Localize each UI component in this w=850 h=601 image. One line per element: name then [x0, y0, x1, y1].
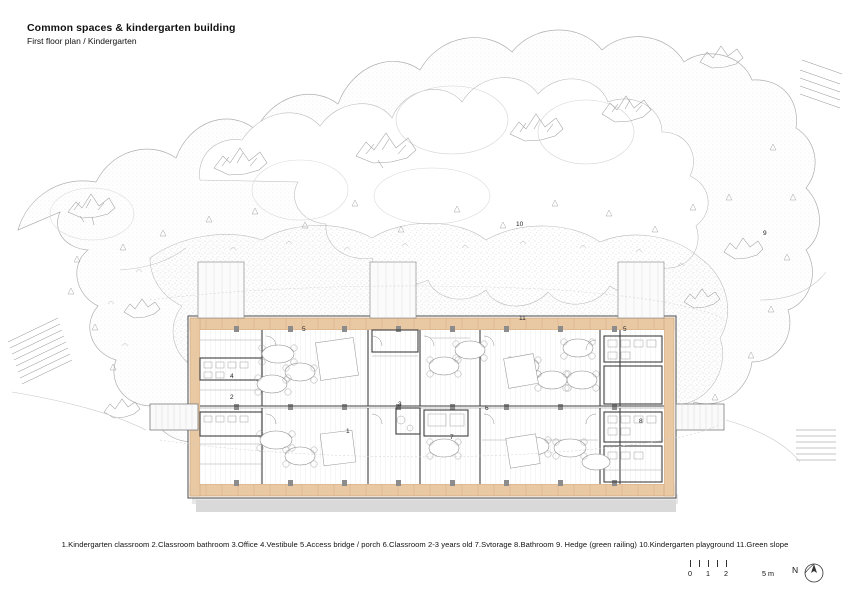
- north-arrow: [792, 560, 826, 586]
- page-subtitle: First floor plan / Kindergarten: [27, 36, 137, 47]
- north-arrow-icon: [801, 560, 827, 586]
- scale-bar: [690, 560, 800, 592]
- svg-text:6: 6: [485, 405, 489, 412]
- svg-text:3: 3: [398, 401, 402, 408]
- svg-text:11: 11: [519, 315, 526, 322]
- scale-bar-labels: [690, 569, 780, 579]
- svg-text:5: 5: [302, 326, 306, 333]
- svg-text:4: 4: [230, 373, 234, 380]
- svg-text:5: 5: [623, 326, 627, 333]
- title-block: [27, 22, 235, 47]
- svg-text:2: 2: [230, 394, 234, 401]
- scale-label-0: 0: [688, 569, 692, 578]
- svg-text:10: 10: [516, 221, 524, 228]
- scale-label-1: 1: [706, 569, 710, 578]
- legend-text: 1.Kindergarten classroom 2.Classroom bathroom 3.Office 4.Vestibule 5.Access bridge / porch 6.Classroom 2-3 years old 7.Svtorage 8.Bathroom 9. Hedge (green railing) 10.Kindergarten playground 11.Green slope: [61, 540, 789, 549]
- north-letter: N: [792, 565, 799, 575]
- svg-text:1: 1: [346, 428, 350, 435]
- svg-text:7: 7: [450, 434, 454, 441]
- page-title: Common spaces & kindergarten building: [27, 22, 236, 34]
- svg-text:9: 9: [763, 230, 767, 237]
- scale-bar-ticks: [690, 560, 780, 568]
- scale-label-3: 5 m: [762, 569, 774, 578]
- svg-text:8: 8: [639, 418, 643, 425]
- scale-label-2: 2: [724, 569, 728, 578]
